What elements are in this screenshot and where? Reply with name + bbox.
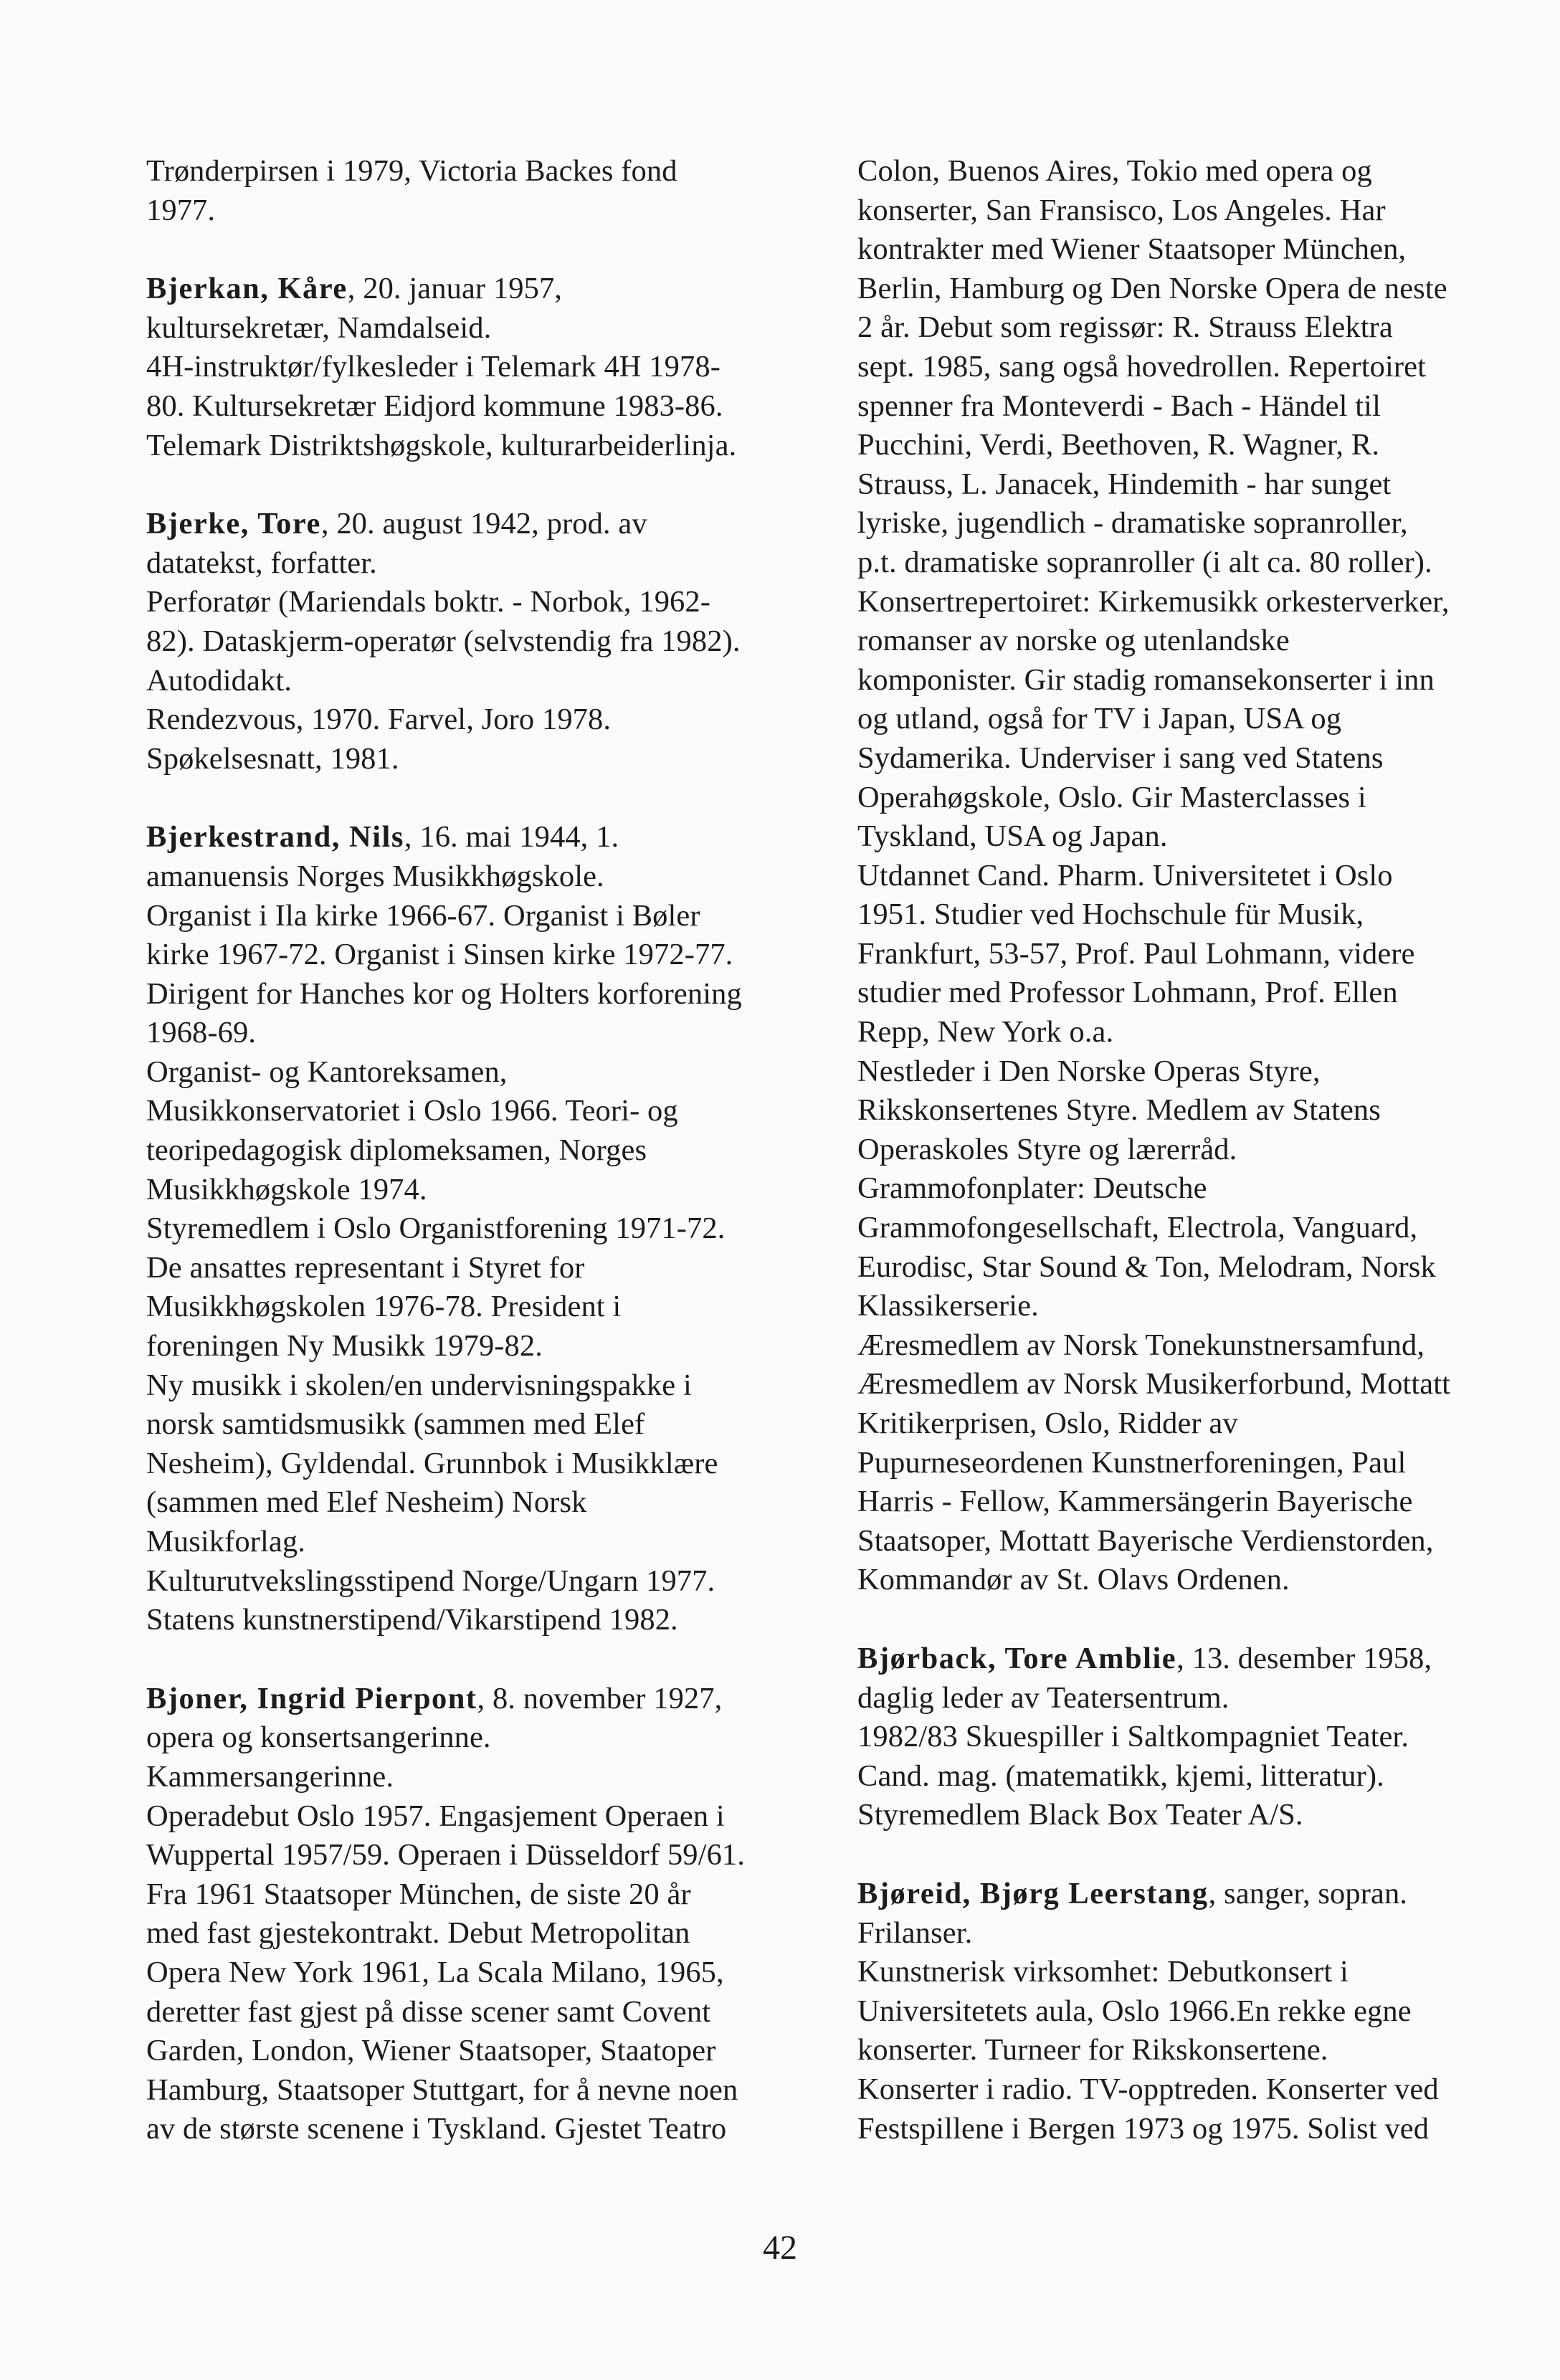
biography-entry <box>857 1875 1524 2148</box>
text-line: 1951. Studier ved Hochschule für Musik, <box>857 898 1364 932</box>
text-line: romanser av norske og utenlandske <box>857 624 1290 658</box>
paragraph-gap <box>146 465 820 505</box>
entry-heading-line <box>146 1680 820 1719</box>
entry-heading-line <box>857 1875 1524 1914</box>
text-line: Perforatør (Mariendals boktr. - Norbok, 1962- <box>146 585 711 619</box>
text-line: kirke 1967-72. Organist i Sinsen kirke 1972-77. <box>146 938 733 972</box>
entry-name: Bjerkan, Kåre <box>146 272 348 306</box>
right-column <box>857 152 1524 2148</box>
text-line: Operadebut Oslo 1957. Engasjement Operaen i <box>146 1799 725 1833</box>
text-line: sept. 1985, sang også hovedrollen. Repertoiret <box>857 349 1427 384</box>
text-line: daglig leder av Teatersentrum. <box>857 1680 1230 1715</box>
text-line: foreningen Ny Musikk 1979-82. <box>146 1329 543 1363</box>
text-line: Festspillene i Bergen 1973 og 1975. Solist ved <box>857 2111 1430 2146</box>
paragraph-gap <box>857 1600 1524 1639</box>
text-line: Kulturutvekslingsstipend Norge/Ungarn 1977. <box>146 1563 715 1598</box>
entry-heading-line <box>857 1639 1524 1679</box>
text-line: Styremedlem Black Box Teater A/S. <box>857 1798 1303 1832</box>
biography-entry <box>146 505 820 779</box>
text-line: Organist i Ila kirke 1966-67. Organist i Bøler <box>146 898 700 933</box>
text-line: Klassikerserie. <box>857 1289 1039 1323</box>
paragraph-gap <box>146 230 820 270</box>
text-line: studier med Professor Lohmann, Prof. Ellen <box>857 976 1398 1010</box>
text-line: Kritikerprisen, Oslo, Ridder av <box>857 1406 1238 1440</box>
text-line: Autodidakt. <box>146 663 292 698</box>
text-line: teoripedagogisk diplomeksamen, Norges <box>146 1133 647 1168</box>
text-line: kultursekretær, Namdalseid. <box>146 310 492 345</box>
text-line: Trønderpirsen i 1979, Victoria Backes fond <box>146 154 677 188</box>
text-line: Staatsoper, Mottatt Bayerische Verdienstorden, <box>857 1523 1434 1558</box>
text-line: 2 år. Debut som regissør: R. Strauss Elektra <box>857 310 1393 345</box>
intro-text <box>146 152 820 230</box>
text-line: Æresmedlem av Norsk Tonekunstnersamfund, <box>857 1328 1425 1362</box>
text-line: Nestleder i Den Norske Operas Styre, <box>857 1054 1321 1088</box>
text-line: Dirigent for Hanches kor og Holters korforening <box>146 976 742 1011</box>
text-line: Konsertrepertoiret: Kirkemusikk orkesterverker, <box>857 584 1450 619</box>
paragraph-gap <box>146 779 820 818</box>
text-line: Musikkonservatoriet i Oslo 1966. Teori- og <box>146 1094 678 1128</box>
text-line: Frankfurt, 53-57, Prof. Paul Lohmann, videre <box>857 936 1415 971</box>
text-line: Konserter i radio. TV-opptreden. Konserter ved <box>857 2072 1439 2106</box>
text-line: De ansattes representant i Styret for <box>146 1250 585 1285</box>
text-line: spenner fra Monteverdi - Bach - Händel til <box>857 389 1381 423</box>
text-line: kontrakter med Wiener Staatsoper München, <box>857 232 1407 267</box>
text-line: konserter. Turneer for Rikskonsertene. <box>857 2033 1328 2067</box>
text-line: Nesheim), Gyldendal. Grunnbok i Musikklære <box>146 1446 718 1480</box>
text-line: Æresmedlem av Norsk Musikerforbund, Mottatt <box>857 1367 1451 1401</box>
text-line: (sammen med Elef Nesheim) Norsk <box>146 1485 587 1520</box>
text-line: Pucchini, Verdi, Beethoven, R. Wagner, R. <box>857 428 1380 462</box>
text-line: Statens kunstnerstipend/Vikarstipend 1982. <box>146 1603 678 1637</box>
entry-name: Bjerkestrand, Nils <box>146 820 404 855</box>
continued-entry-text <box>857 152 1524 1600</box>
text-line: Opera New York 1961, La Scala Milano, 1965, <box>146 1955 724 1989</box>
entry-heading-line <box>146 270 820 309</box>
text-line: Fra 1961 Staatsoper München, de siste 20 år <box>146 1877 691 1911</box>
text-line: 80. Kultursekretær Eidjord kommune 1983-86. <box>146 389 723 423</box>
text-line: 1977. <box>146 193 216 227</box>
entry-heading-line <box>146 818 820 857</box>
text-line: 4H-instruktør/fylkesleder i Telemark 4H 1978- <box>146 350 720 384</box>
text-line: p.t. dramatiske sopranroller (i alt ca. 80 roller). <box>857 545 1432 579</box>
text-line: komponister. Gir stadig romansekonserter i inn <box>857 662 1435 697</box>
text-line: Telemark Distriktshøgskole, kulturarbeiderlinja. <box>146 428 737 462</box>
text-line: Tyskland, USA og Japan. <box>857 819 1168 854</box>
text-line: Sydamerika. Underviser i sang ved Statens <box>857 741 1384 775</box>
text-line: Hamburg, Staatsoper Stuttgart, for å nevne noen <box>146 2072 738 2107</box>
entry-heading-line <box>146 505 820 544</box>
text-line: Berlin, Hamburg og Den Norske Opera de neste <box>857 271 1447 305</box>
page-number: 42 <box>763 2229 797 2267</box>
text-line: Cand. mag. (matematikk, kjemi, litteratur). <box>857 1758 1384 1793</box>
entry-heading-details: , 20. januar 1957, <box>347 272 563 306</box>
paragraph-gap <box>857 1835 1524 1875</box>
text-line: og utland, også for TV i Japan, USA og <box>857 702 1342 736</box>
text-line: Musikkhøgskole 1974. <box>146 1172 427 1206</box>
text-line: Strauss, L. Janacek, Hindemith - har sunget <box>857 467 1392 501</box>
entry-heading-details: , 8. november 1927, <box>477 1681 723 1715</box>
text-line: konserter, San Fransisco, Los Angeles. Har <box>857 193 1386 227</box>
text-line: amanuensis Norges Musikkhøgskole. <box>146 859 604 893</box>
text-line: norsk samtidsmusikk (sammen med Elef <box>146 1407 645 1442</box>
text-line: 82). Dataskjerm-operatør (selvstendig fra 1982). <box>146 624 741 658</box>
text-line: Spøkelsesnatt, 1981. <box>146 741 399 776</box>
text-line: Colon, Buenos Aires, Tokio med opera og <box>857 154 1372 188</box>
text-line: Operahøgskole, Oslo. Gir Masterclasses i <box>857 780 1366 814</box>
biography-entry <box>146 270 820 465</box>
text-line: Garden, London, Wiener Staatsoper, Staatoper <box>146 2034 716 2068</box>
entry-heading-details: , sanger, sopran. <box>1208 1876 1408 1910</box>
text-line: Musikforlag. <box>146 1525 305 1558</box>
text-line: Ny musikk i skolen/en undervisningspakke i <box>146 1368 692 1402</box>
text-line: Rikskonsertenes Styre. Medlem av Statens <box>857 1093 1381 1128</box>
text-line: Styremedlem i Oslo Organistforening 1971-72. <box>146 1212 726 1246</box>
biography-entry <box>146 1680 820 2149</box>
paragraph-gap <box>146 1640 820 1680</box>
text-line: Repp, New York o.a. <box>857 1015 1114 1049</box>
text-line: Wuppertal 1957/59. Operaen i Düsseldorf 59/61. <box>146 1838 745 1872</box>
text-line: 1982/83 Skuespiller i Saltkompagniet Teater. <box>857 1720 1409 1754</box>
text-line: Organist- og Kantoreksamen, <box>146 1055 508 1089</box>
text-line: Kommandør av St. Olavs Ordenen. <box>857 1563 1290 1597</box>
biography-entry <box>146 818 820 1639</box>
text-line: Operaskoles Styre og lærerråd. <box>857 1132 1237 1166</box>
text-line: lyriske, jugendlich - dramatiske sopranroller, <box>857 506 1408 541</box>
text-line: Universitetets aula, Oslo 1966.En rekke egne <box>857 1994 1412 2028</box>
text-line: deretter fast gjest på disse scener samt Covent <box>146 1994 711 2029</box>
entry-name: Bjøreid, Bjørg Leerstang <box>857 1876 1209 1910</box>
text-line: Grammofongesellschaft, Electrola, Vanguard, <box>857 1211 1418 1245</box>
text-line: Harris - Fellow, Kammersängerin Bayerische <box>857 1485 1413 1519</box>
text-line: Kunstnerisk virksomhet: Debutkonsert i <box>857 1955 1349 1989</box>
entry-heading-details: , 20. august 1942, prod. av <box>320 507 647 541</box>
text-line: datatekst, forfatter. <box>146 546 377 580</box>
text-line: Utdannet Cand. Pharm. Universitetet i Oslo <box>857 858 1393 892</box>
text-line: opera og konsertsangerinne. <box>146 1720 491 1755</box>
biography-entry <box>857 1639 1524 1835</box>
text-line: Musikkhøgskolen 1976-78. President i <box>146 1290 622 1324</box>
text-line: av de største scenene i Tyskland. Gjestet Teatro <box>146 2112 727 2146</box>
text-line: Kammersangerinne. <box>146 1759 394 1794</box>
text-line: Rendezvous, 1970. Farvel, Joro 1978. <box>146 703 612 737</box>
entry-name: Bjerke, Tore <box>146 507 321 541</box>
entry-heading-details: , 13. desember 1958, <box>1176 1641 1432 1675</box>
entry-heading-details: , 16. mai 1944, 1. <box>404 820 619 855</box>
text-line: Frilanser. <box>857 1915 973 1950</box>
left-column <box>146 152 820 2149</box>
text-line: Eurodisc, Star Sound & Ton, Melodram, Norsk <box>857 1250 1436 1284</box>
text-line: 1968-69. <box>146 1016 257 1050</box>
text-line: Grammofonplater: Deutsche <box>857 1171 1207 1206</box>
entry-name: Bjørback, Tore Amblie <box>857 1641 1177 1675</box>
text-line: Pupurneseordenen Kunstnerforeningen, Paul <box>857 1445 1407 1480</box>
text-line: med fast gjestekontrakt. Debut Metropolitan <box>146 1916 690 1951</box>
entry-name: Bjoner, Ingrid Pierpont <box>146 1681 477 1715</box>
